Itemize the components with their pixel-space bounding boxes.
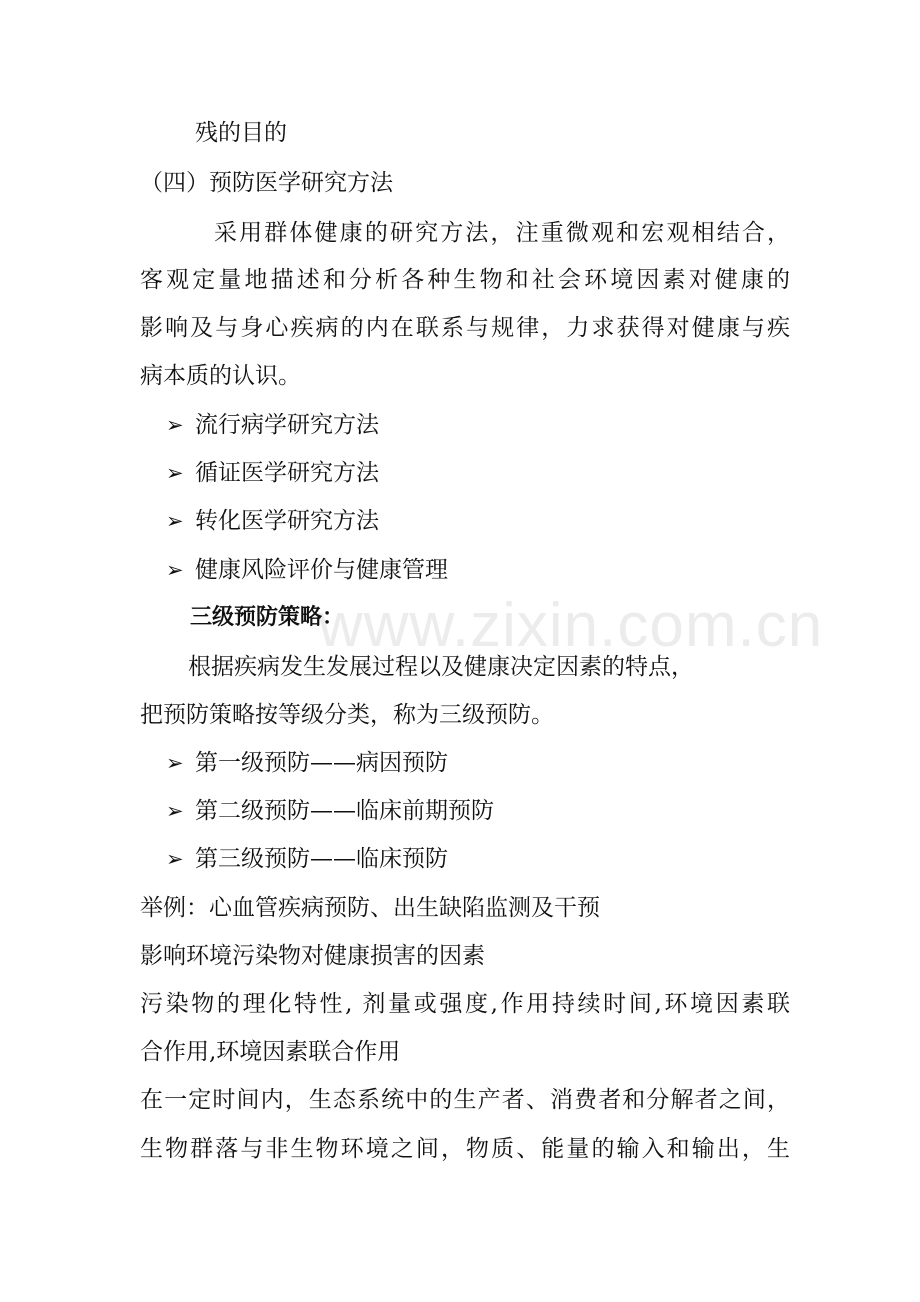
list-item: 循证医学研究方法 — [195, 460, 379, 486]
arrowhead-bullet-icon: ➢ — [166, 413, 184, 437]
paragraph-line: 采用群体健康的研究方法，注重微观和宏观相结合， — [214, 220, 790, 246]
arrowhead-bullet-icon: ➢ — [166, 799, 184, 823]
arrowhead-bullet-icon: ➢ — [166, 509, 184, 533]
paragraph-line: 把预防策略按等级分类，称为三级预防。 — [140, 702, 554, 728]
paragraph-line: 病本质的认识。 — [140, 363, 301, 389]
subheading: 三级预防策略： — [190, 605, 345, 630]
arrowhead-bullet-icon: ➢ — [166, 558, 184, 582]
paragraph-line: 客观定量地描述和分析各种生物和社会环境因素对健康的 — [140, 267, 790, 293]
arrowhead-bullet-icon: ➢ — [166, 847, 184, 871]
list-item: 健康风险评价与健康管理 — [195, 557, 448, 583]
list-item: 第二级预防——临床前期预防 — [195, 798, 494, 824]
paragraph-line: 影响及与身心疾病的内在联系与规律，力求获得对健康与疾 — [140, 315, 790, 341]
section-heading: （四）预防医学研究方法 — [140, 170, 393, 196]
list-item: 第三级预防——临床预防 — [195, 846, 448, 872]
arrowhead-bullet-icon: ➢ — [166, 751, 184, 775]
paragraph-line: 生物群落与非生物环境之间，物质、能量的输入和输出，生 — [140, 1136, 790, 1162]
text-line: 影响环境污染物对健康损害的因素 — [140, 943, 485, 969]
paragraph-line: 污染物的理化特性, 剂量或强度,作用持续时间,环境因素联 — [140, 991, 790, 1017]
list-item: 转化医学研究方法 — [195, 508, 379, 534]
arrowhead-bullet-icon: ➢ — [166, 461, 184, 485]
list-item: 流行病学研究方法 — [195, 412, 379, 438]
paragraph-line: 在一定时间内，生态系统中的生产者、消费者和分解者之间， — [140, 1087, 790, 1113]
paragraph-line: 合作用,环境因素联合作用 — [140, 1039, 401, 1065]
text-line: 残的目的 — [195, 120, 287, 146]
list-item: 第一级预防——病因预防 — [195, 750, 448, 776]
paragraph-line: 根据疾病发生发展过程以及健康决定因素的特点， — [188, 654, 694, 680]
text-line: 举例：心血管疾病预防、出生缺陷监测及干预 — [140, 895, 600, 921]
watermark: www.zixin.com.cn — [318, 591, 824, 660]
